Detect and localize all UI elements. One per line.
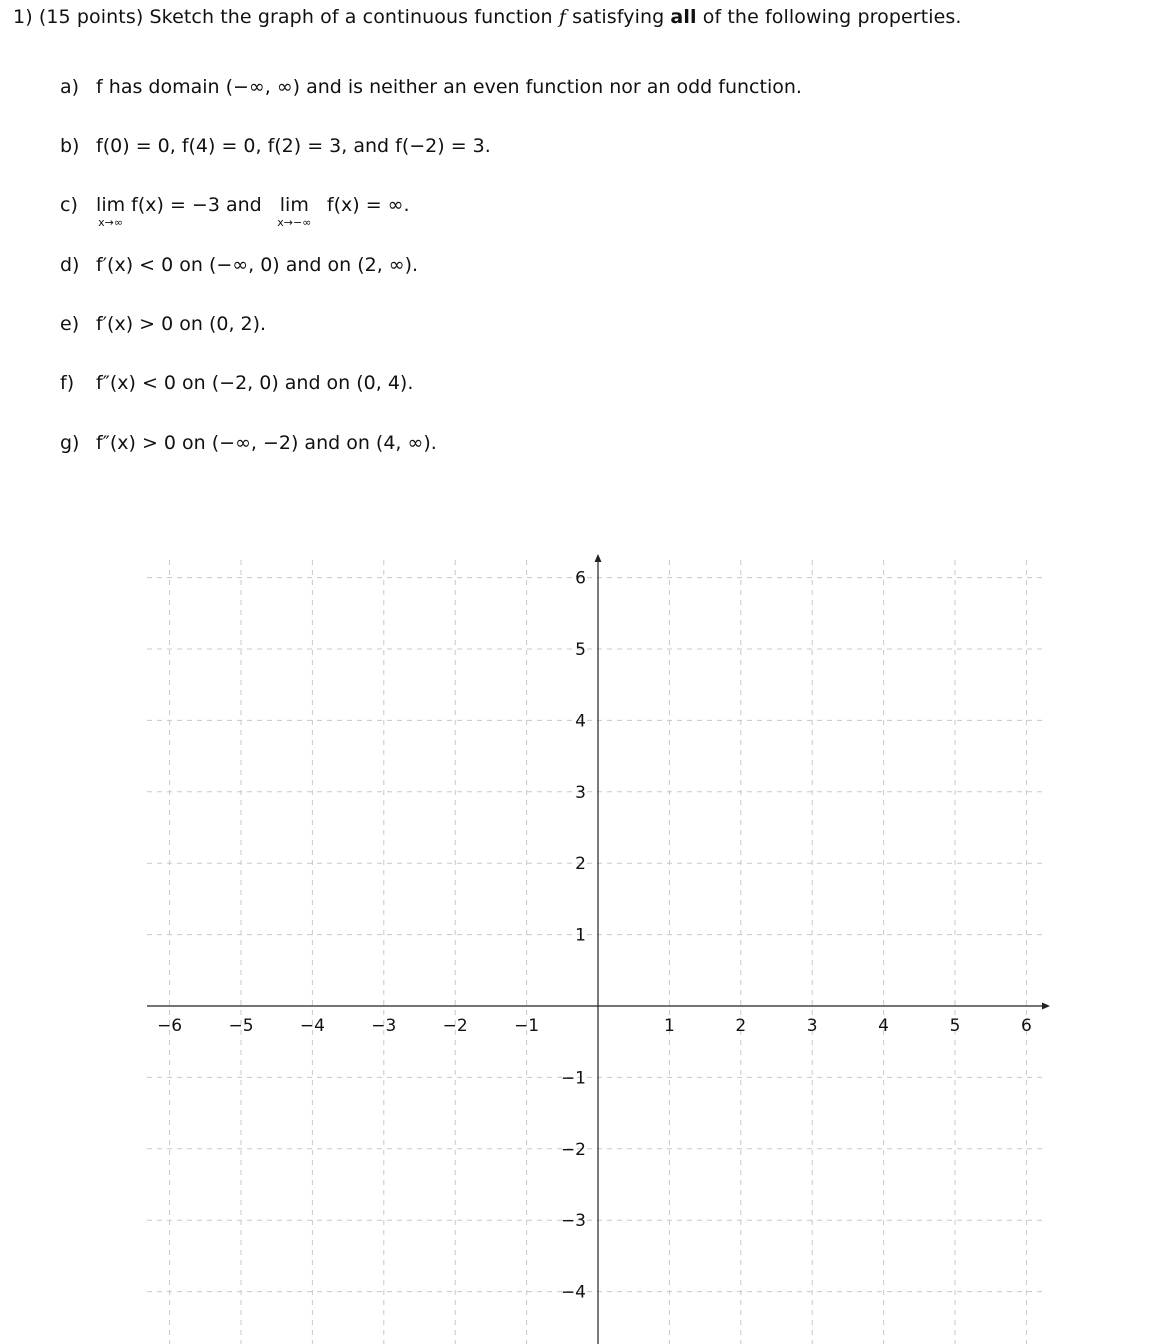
question-text-mid: satisfying [572,6,665,28]
question-points: (15 points) [38,6,144,28]
x-tick-labels [157,1016,1032,1036]
question-text-after: of the following properties. [702,6,962,28]
property-tag: a) [60,76,80,98]
y-tick-label: 4 [575,711,586,732]
property-text: f″(x) < 0 on (−2, 0) and on (0, 4). [96,372,414,394]
limit-2-expression: f(x) = ∞. [326,194,410,216]
property-text: f(0) = 0, f(4) = 0, f(2) = 3, and f(−2) = 3. [96,135,491,157]
property-tag: e) [60,313,80,335]
property-text: f′(x) < 0 on (−∞, 0) and on (2, ∞). [96,254,419,276]
property-tag: c) [60,194,78,216]
limit-1-subscript: x→∞ [98,216,124,229]
x-tick-label: 3 [806,1016,818,1036]
question-text-before: Sketch the graph of a continuous function [149,6,553,28]
y-tick-label: 3 [575,782,586,803]
y-tick-label: −1 [560,1068,586,1089]
x-tick-label: 2 [735,1016,747,1036]
x-tick-label: −2 [442,1016,468,1036]
property-tag: d) [60,254,80,276]
axes [147,554,1050,1344]
property-tag: b) [60,135,80,157]
y-axis-arrow-icon [595,554,602,562]
limit-2-subscript: x→−∞ [277,216,312,229]
y-tick-label: −2 [560,1139,586,1160]
x-tick-label: −1 [514,1016,540,1036]
question-number: 1) [13,6,33,28]
x-axis-arrow-icon [1042,1003,1050,1010]
x-tick-label: −4 [299,1016,325,1036]
property-tag: g) [60,432,80,454]
property-tag: f) [60,372,75,394]
property-text: f″(x) > 0 on (−∞, −2) and on (4, ∞). [96,432,437,454]
x-tick-label: −5 [228,1016,254,1036]
y-tick-labels [561,569,586,1303]
y-tick-label: −4 [560,1282,586,1303]
x-tick-label: 6 [1020,1016,1032,1036]
limit-1-expression: f(x) = −3 and [131,194,262,216]
property-text: f has domain (−∞, ∞) and is neither an even function nor an odd function. [96,76,802,98]
grid-lines [147,560,1045,1344]
limit-1-word: lim [96,194,126,216]
limit-2-word: lim [279,194,309,216]
property-text: f′(x) > 0 on (0, 2). [96,313,267,335]
question-fn: f [558,6,566,28]
x-tick-label: 5 [949,1016,961,1036]
y-tick-label: 2 [575,854,586,875]
x-tick-label: −3 [371,1016,397,1036]
y-tick-label: 6 [575,568,586,589]
x-tick-label: −6 [157,1016,183,1036]
question-bold-all: all [670,6,697,28]
x-tick-label: 4 [878,1016,890,1036]
y-tick-label: 5 [575,640,586,660]
x-tick-label: 1 [663,1016,675,1036]
y-tick-label: 1 [575,925,586,946]
y-tick-label: −3 [560,1211,586,1232]
